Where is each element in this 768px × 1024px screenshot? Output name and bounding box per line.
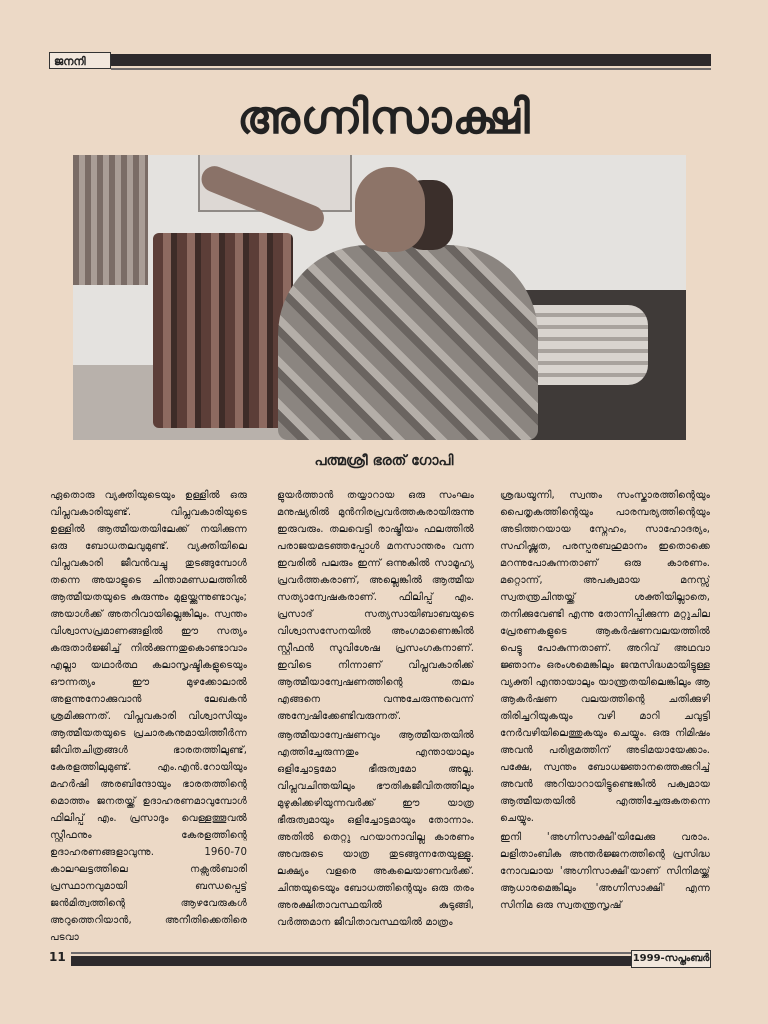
section-header-bar xyxy=(49,52,711,71)
paragraph: ഏതൊരു വ്യക്തിയുടെയും ഉള്ളിൽ ഒരു വിപ്ലവകാരിയുണ്ട്. വിപ്ലവകാരിയുടെ ഉള്ളിൽ ആത്മീയതയിലേക്ക് നയിക്കുന്ന ഒരു ബോധതലവുമുണ്ട്. വ്യക്തിയിലെ വിപ്ലവകാരി ജീവൻവച്ചു തുടങ്ങുമ്പോൾ തന്നെ അയാളുടെ ചിന്താമണ്ഡലത്തിൽ ആത്മീയതയുടെ കുരുന്നും മുളയ്ക്കുന്നുണ്ടാവും; അയാൾക്ക് അതറിവായില്ലെങ്കിലും. സ്വന്തം വിശ്വാസപ്രമാണങ്ങളിൽ ഈ സത്യം കരുതാർജ്ജിച്ച് നിൽക്കുന്നതുകൊണ്ടാവാം എല്ലാ യഥാർത്ഥ കലാസൃഷ്ടികളുടെയും ഔന്നത്യം ഈ മുഴക്കോലാൽ അളന്നുനോക്കുവാൻ ലേഖകൻ ശ്രമിക്കുന്നത്. വിപ്ലവകാരി വിശ്വാസിയും ആത്മീയതയുടെ പ്രചാരകനുമായിത്തീർന്ന ജീവിതചിത്രങ്ങൾ ഭാരതത്തിലുണ്ട്, കേരളത്തിലുമുണ്ട്. എം.എൻ.റോയിയും മഹർഷി അരബിന്ദോയും ഭാരതത്തിന്റെ മൊത്തം ജനതയ്ക്ക് ഉദാഹരണമാവുമ്പോൾ ഫിലിപ്പ് എം. പ്രസാദും വെള്ളത്തൂവൽ സ്റ്റീഫനും കേരളത്തിന്റെ ഉദാഹരണങ്ങളാവുന്നു. 1960-70 കാലഘട്ടത്തിലെ നക്സൽബാരി പ്രസ്ഥാനവുമായി ബന്ധപ്പെട്ട് ജൻമിത്വത്തിന്റെ ആഴവേരുകൾ അറുത്തെറിയാൻ, അനീതിക്കെതിരെ പടവാ xyxy=(50,490,247,943)
curtain-shape xyxy=(73,155,148,285)
header-rule-thin xyxy=(111,68,711,70)
page-number: 11 xyxy=(49,950,66,964)
article-column-1 xyxy=(50,487,247,947)
footer-rule-thin xyxy=(71,952,711,954)
head-shape xyxy=(355,167,425,252)
footer-rule xyxy=(71,956,631,966)
article-column-3 xyxy=(500,487,710,947)
article-column-2 xyxy=(277,487,474,947)
paragraph: ശ്രദ്ധയൂന്നി, സ്വന്തം സംസ്കാരത്തിന്റെയും പൈതൃകത്തിന്റെയും പാരമ്പര്യത്തിന്റെയും അടിത്തറയായ സ്നേഹം, സാഹോദര്യം, സഹിഷ്ണുത, പരസ്പരബഹുമാനം ഇതൊക്കെ മറന്നുപോകുന്നതാണ് ഒരു കാരണം. മറ്റൊന്ന്, അപക്വമായ മനസ്സ് സ്വതന്ത്രചിന്തയ്ക്ക് ശക്തിയില്ലാതെ, തനിക്കുവേണ്ടി എന്നു തോന്നിപ്പിക്കുന്ന മറ്റുചില പ്രേരണകളുടെ ആകർഷണവലയത്തിൽ പെട്ടു പോകുന്നതാണ്. അറിവ് അഥവാ ജ്ഞാനം ഒരംശമെങ്കിലും ജന്മസിദ്ധമായിട്ടുള്ള വ്യക്തി എന്തായാലും യാന്ത്രതയിലെങ്കിലും ആ ആകർഷണ വലയത്തിന്റെ ചതിക്കുഴി തിരിച്ചറിയുകയും വഴി മാറി ചവുട്ടി നേർവഴിയിലെത്തുകയും ചെയ്യും. ഒരു നിമിഷം അവൻ പരിഭ്രമത്തിന് അടിമയായേക്കാം. പക്ഷേ, സ്വന്തം ബോധജ്ഞാനത്തെക്കുറിച്ച് അവൻ അറിയാറായിട്ടുണ്ടെങ്കിൽ പക്വമായ ആത്മീയതയിൽ എത്തിച്ചേരുകതന്നെ ചെയ്യും. xyxy=(500,490,710,824)
chair-shape xyxy=(153,233,293,428)
paragraph: ഇനി 'അഗ്നിസാക്ഷി'യിലേക്കു വരാം. ലളിതാംബിക അന്തർജ്ജനത്തിന്റെ പ്രസിദ്ധ നോവലായ 'അഗ്നിസാക്ഷി'യാണ് സിനിമയ്ക്ക് ആധാരമെങ്കിലും 'അഗ്നിസാക്ഷി' എന്ന സിനിമ ഒരു സ്വതന്ത്രസൃഷ് xyxy=(500,832,710,911)
issue-date: 1999-സപ്തംബർ xyxy=(631,950,711,968)
paragraph: ആത്മീയാന്വേഷണവും ആത്മീയതയിൽ എത്തിച്ചേരുന്നതും എന്തായാലും ഒളിച്ചോട്ടമോ ഭീരുത്വമോ അല്ല. വിപ്ലവചിന്തയിലും ഭൗതികജീവിതത്തിലും മുഴുകിക്കഴിയുന്നവർക്ക് ഈ യാത്ര ഭീരുത്വമായും ഒളിച്ചോട്ടമായും തോന്നാം. അതിൽ തെറ്റു പറയാനാവില്ല കാരണം അവരുടെ യാത്ര തുടങ്ങുന്നതേയുള്ളൂ. ലക്ഷ്യം വളരെ അകലെയാണവർക്ക്. ചിന്തയുടെയും ബോധത്തിന്റെയും ഒരു തരം അരക്ഷിതാവസ്ഥയിൽ കുടുങ്ങി, വർത്തമാന ജീവിതാവസ്ഥയിൽ മാത്രം xyxy=(277,730,474,928)
page-footer xyxy=(49,948,711,968)
paragraph: ളുയർത്താൻ തയ്യാറായ ഒരു സംഘം മനുഷ്യരിൽ മുൻനിരപ്രവർത്തകരായിരുന്നു ഇരുവരും. തലവെട്ടി രാഷ്ട്രീയം ഫലത്തിൽ പരാജയമടഞ്ഞപ്പോൾ മനസാന്തരം വന്ന ഇവരിൽ പലരും ഇന്ന് ഒന്നുകിൽ സാമൂഹ്യ പ്രവർത്തകരാണ്, അല്ലെങ്കിൽ ആത്മീയ സത്യാന്വേഷകരാണ്. ഫിലിപ്പ് എം. പ്രസാദ് സത്യസായിബാബയുടെ വിശ്വാസസേനയിൽ അംഗമാണെങ്കിൽ സ്റ്റീഫൻ സുവിശേഷ പ്രസംഗകനാണ്. ഇവിടെ നിന്നാണ് വിപ്ലവകാരിക്ക് ആത്മീയാന്വേഷണത്തിന്റെ തലം എങ്ങനെ വന്നുചേരുന്നുവെന്ന് അന്വേഷിക്കേണ്ടിവരുന്നത്. xyxy=(277,490,474,722)
header-rule xyxy=(111,54,711,66)
person-shape xyxy=(278,245,538,440)
photo-caption: പത്മശ്രീ ഭരത് ഗോപി xyxy=(314,453,454,469)
section-label: ജനനി xyxy=(49,52,111,69)
article-photo xyxy=(73,155,686,440)
article-headline: അഗ്നിസാക്ഷി xyxy=(237,90,531,144)
